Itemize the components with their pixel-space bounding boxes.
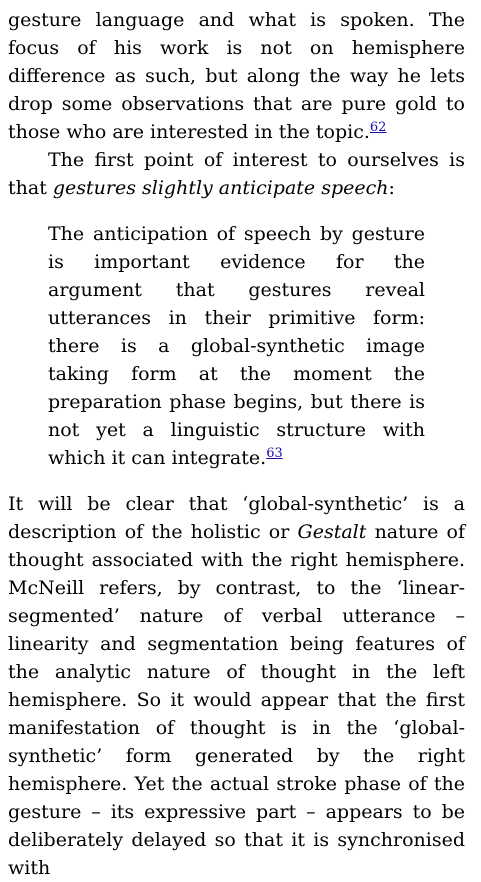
paragraph-1 [8,6,465,146]
footnote-ref-62 [370,120,387,135]
paragraph-2-emphasis: gestures slightly anticipate speech [52,177,389,199]
footnote-link-62[interactable]: 62 [369,120,387,135]
paragraph-3-text-after: nature of thought associated with the right hemisphere. McNeill refers, by contrast, to the ‘linear-segmented’ nature of verbal utterance – linearity and segmentation being features of the analytic nature of thought in the left hemisphere. So it would appear that the first manifestation of thought is in the ‘global-synthetic’ form generated by the right hemisphere. Yet the actual stroke phase of the gesture – its expressive part – appears to be deliberately delayed so that it is synchronised with [8,521,465,879]
block-quote [48,220,425,472]
footnote-link-63[interactable]: 63 [266,446,283,461]
paragraph-2 [8,146,465,202]
paragraph-2-text: The first point of interest to ourselves is that [8,149,465,199]
paragraph-3-emphasis: Gestalt [297,521,367,543]
paragraph-3 [8,490,465,882]
paragraph-3-text-before: It will be clear that ‘global-synthetic’ is a description of the holistic or [8,493,465,543]
paragraph-1-text: gesture language and what is spoken. The focus of his work is not on hemisphere difference as such, but along the way he lets drop some observations that are pure gold to those who are interested in the topic. [8,9,465,143]
paragraph-2-tail: : [388,177,395,199]
footnote-ref-63 [266,446,283,461]
book-page [8,6,465,882]
block-quote-text: The anticipation of speech by gesture is important evidence for the argument that gestures reveal utterances in their primitive form: there is a global-synthetic image taking form at the moment the preparation phase begins, but there is not yet a linguistic structure with which it can integrate. [48,223,425,469]
